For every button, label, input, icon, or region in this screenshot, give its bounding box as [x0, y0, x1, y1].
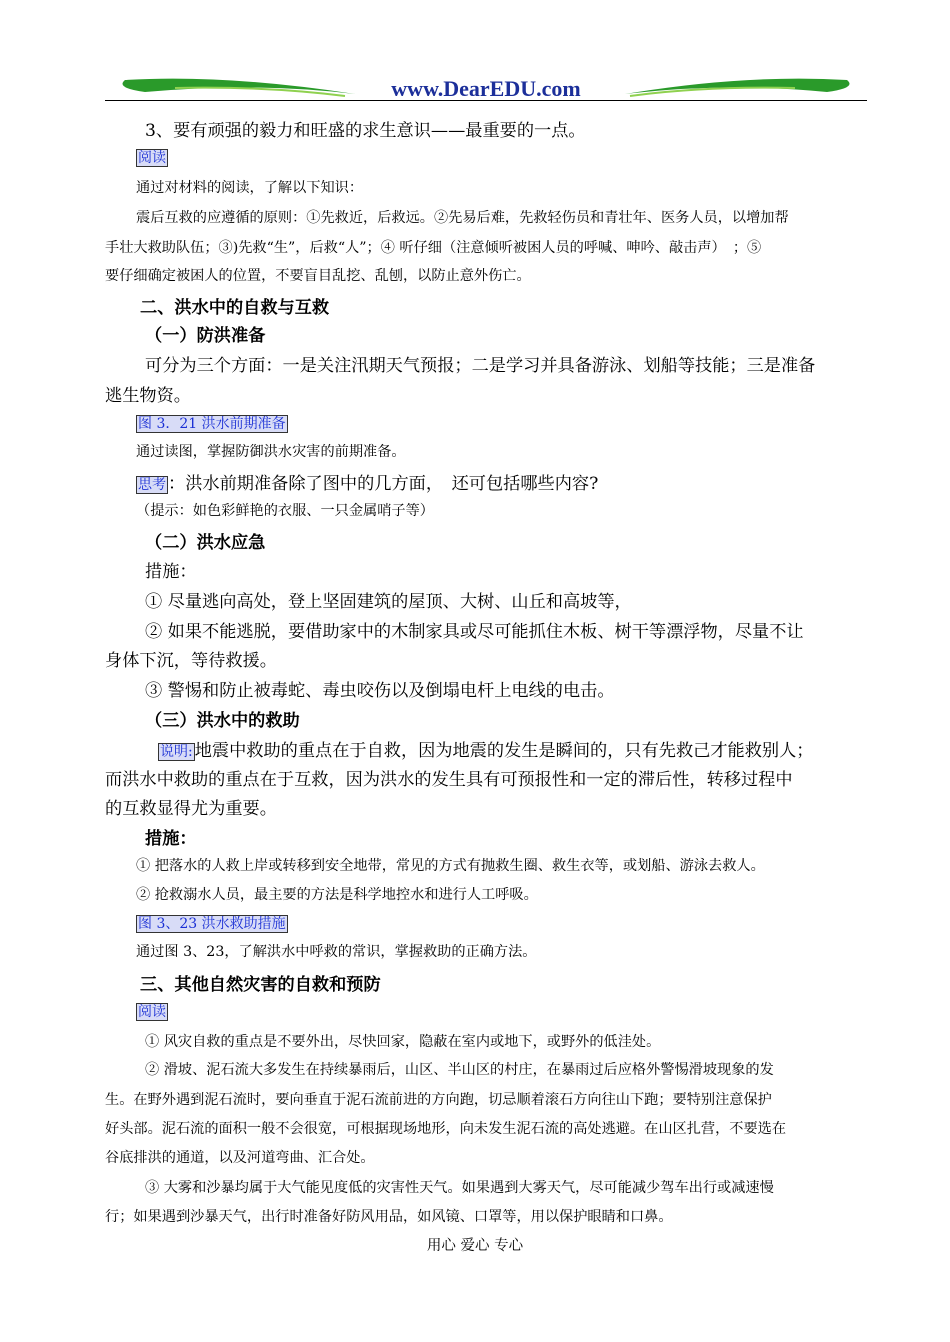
- figure-3-23-caption: 通过图 3、23，了解洪水中呼救的常识，掌握救助的正确方法。: [136, 944, 537, 960]
- reading-intro: 通过对材料的阅读，了解以下知识：: [136, 180, 364, 196]
- earthquake-principles-line2: 手壮大救助队伍；③)先救“生”，后救“人”；④ 听仔细（注意倾听被困人员的呼喊、呻吟、敲击声） ；⑤: [105, 240, 762, 256]
- prep-line1: 可分为三个方面：一是关注汛期天气预报；二是学习并具备游泳、划船等技能；三是准备: [145, 356, 816, 376]
- think-question: ：洪水前期准备除了图中的几方面， 还可包括哪些内容?: [168, 474, 599, 494]
- section-heading-flood: 二、洪水中的自救与互救: [140, 298, 330, 318]
- earthquake-principles-line1: 震后互救的应遵循的原则：①先救近，后救远。②先易后难，先救轻伤员和青壮年、医务人员，以增加帮: [136, 210, 789, 226]
- tag-think[interactable]: 思考: [138, 477, 166, 493]
- figure-3-23-link[interactable]: 图 3、23 洪水救助措施: [138, 916, 286, 932]
- tag-explain[interactable]: 说明:: [160, 744, 193, 760]
- rescue-measures-heading: 措施：: [145, 829, 197, 849]
- explain-line3: 的互救显得尤为重要。: [105, 799, 277, 819]
- subheading-flood-emergency: （二）洪水应急: [145, 533, 266, 553]
- measure-2-line2: 身体下沉，等待救援。: [105, 651, 277, 671]
- page-footer: 用心 爱心 专心: [426, 1238, 524, 1254]
- point-3-willpower: 3、要有顽强的毅力和旺盛的求生意识——最重要的一点。: [145, 121, 586, 141]
- other-1-wind: ① 风灾自救的重点是不要外出，尽快回家，隐蔽在室内或地下，或野外的低洼处。: [145, 1034, 661, 1050]
- measure-3: ③ 警惕和防止被毒蛇、毒虫咬伤以及倒塌电杆上电线的电击。: [145, 681, 615, 701]
- explain-line2: 而洪水中救助的重点在于互救，因为洪水的发生具有可预报性和一定的滞后性，转移过程中: [105, 770, 793, 790]
- measure-1: ① 尽量逃向高处，登上坚固建筑的屋顶、大树、山丘和高坡等，: [145, 592, 632, 612]
- subheading-flood-prep: （一）防洪准备: [145, 326, 266, 346]
- rescue-measure-2: ② 抢救溺水人员，最主要的方法是科学地控水和进行人工呼吸。: [136, 887, 538, 903]
- tag-reading-2[interactable]: 阅读: [138, 1004, 166, 1020]
- section-heading-other: 三、其他自然灾害的自救和预防: [140, 975, 381, 995]
- other-3-line1: ③ 大雾和沙暴均属于大气能见度低的灾害性天气。如果遇到大雾天气，尽可能减少驾车出行或减速慢: [145, 1180, 774, 1196]
- other-2-line4: 谷底排洪的通道，以及河道弯曲、汇合处。: [105, 1150, 375, 1166]
- figure-3-21-link[interactable]: 图 3．21 洪水前期准备: [138, 416, 286, 432]
- explain-line1: 地震中救助的重点在于自救，因为地震的发生是瞬间的，只有先救己才能救别人；: [194, 741, 814, 761]
- subheading-flood-rescue: （三）洪水中的救助: [145, 711, 300, 731]
- figure-3-21-caption: 通过读图，掌握防御洪水灾害的前期准备。: [136, 444, 406, 460]
- measure-2-line1: ② 如果不能逃脱，要借助家中的木制家具或尽可能抓住木板、树干等漂浮物，尽量不让: [145, 622, 804, 642]
- prep-line2: 逃生物资。: [105, 386, 191, 406]
- tag-reading[interactable]: 阅读: [138, 150, 166, 166]
- think-hint: （提示：如色彩鲜艳的衣服、一只金属哨子等）: [136, 503, 434, 519]
- other-2-line2: 生。在野外遇到泥石流时，要向垂直于泥石流前进的方向跑，切忌顺着滚石方向往山下跑；要特别注意保护: [105, 1092, 772, 1108]
- rescue-measure-1: ① 把落水的人救上岸或转移到安全地带，常见的方式有抛救生圈、救生衣等，或划船、游泳去救人。: [136, 858, 765, 874]
- other-2-line3: 好头部。泥石流的面积一般不会很宽，可根据现场地形，向未发生泥石流的高处逃避。在山区扎营，不要选在: [105, 1121, 787, 1137]
- site-url: www.DearEDU.com: [391, 76, 581, 101]
- header-rule: [105, 100, 867, 101]
- other-2-line1: ② 滑坡、泥石流大多发生在持续暴雨后，山区、半山区的村庄，在暴雨过后应格外警惕滑坡现象的发: [145, 1062, 774, 1078]
- dearedu-banner-logo: [105, 70, 867, 104]
- earthquake-principles-line3: 要仔细确定被困人的位置，不要盲目乱挖、乱刨，以防止意外伤亡。: [105, 268, 531, 284]
- measures-label: 措施：: [145, 562, 197, 582]
- other-3-line2: 行；如果遇到沙暴天气，出行时准备好防风用品，如风镜、口罩等，用以保护眼睛和口鼻。: [105, 1209, 673, 1225]
